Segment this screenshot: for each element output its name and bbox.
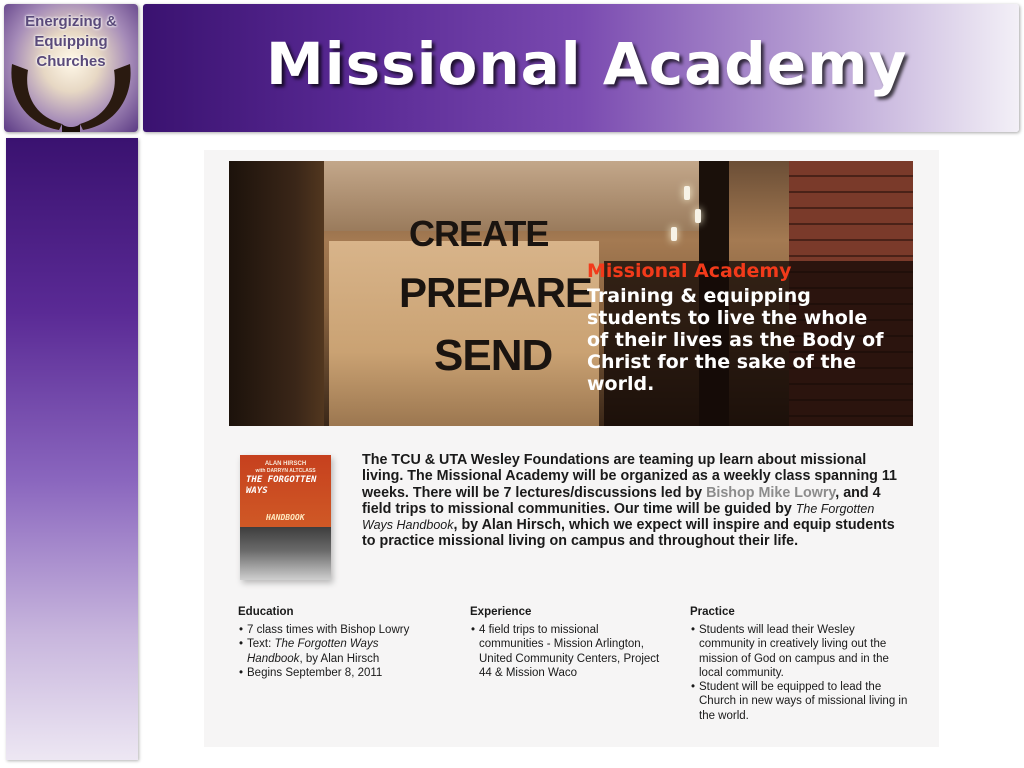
book-title: THE FORGOTTEN WAYS (246, 475, 317, 496)
desc-book-title: The Forgotten Ways Handbook (362, 501, 875, 533)
logo-line-3: Churches (36, 53, 106, 70)
education-heading: Education (238, 606, 294, 618)
description-paragraph (362, 452, 907, 550)
list-item (238, 666, 433, 680)
desc-text-2: , and 4 field trips to missional communities. Our time will be guided by (362, 484, 881, 517)
sign-word-create: CREATE (409, 213, 549, 254)
ceiling-lamp (671, 227, 677, 241)
list-item (238, 637, 433, 666)
list-item-text: Students will lead their Wesley community in creatively living out the mission of God on campus and in the local community. (699, 624, 889, 679)
list-item (690, 680, 908, 723)
education-column (238, 606, 433, 680)
list-item (470, 623, 665, 680)
list-item (238, 623, 433, 637)
desc-text-1: The TCU & UTA Wesley Foundations are teaming up learn about missional living. The Missional Academy will be organized as a weekly class spanning 11 weeks. There will be 7 lectures/discussions led by (362, 452, 898, 501)
book-author (240, 461, 331, 475)
ceiling-lamp (684, 186, 690, 200)
experience-heading: Experience (470, 606, 532, 618)
book-art (240, 527, 331, 580)
list-item-text: , by Alan Hirsch (299, 652, 380, 665)
book-coauthor-name: with DARRYN ALTCLASS (255, 468, 316, 474)
photo-door-frame-left (229, 161, 324, 426)
sign-word-send: SEND (434, 331, 553, 380)
flyer (204, 150, 939, 747)
book-author-name: ALAN HIRSCH (264, 461, 307, 467)
list-item-text: 7 class times with Bishop Lowry (247, 624, 410, 636)
sign-word-prepare: PREPARE (399, 269, 592, 316)
list-item-text: Begins September 8, 2011 (247, 666, 383, 679)
ceiling-lamp (695, 209, 701, 223)
experience-list (470, 623, 665, 680)
list-item-text: 4 field trips to missional communities - Mission Arlington, United Community Centers, Project 44 & Mission Waco (479, 624, 660, 679)
list-item-book-title: The Forgotten Ways Handbook (247, 638, 379, 665)
desc-highlight-name: Bishop Mike Lowry (706, 484, 836, 501)
cupped-hands-icon (4, 64, 138, 132)
side-bar (6, 138, 138, 760)
logo-line-2: Equipping (34, 33, 108, 50)
education-list (238, 623, 433, 680)
photo-heading: Missional Academy (587, 260, 792, 282)
experience-column (470, 606, 665, 680)
logo (4, 4, 138, 132)
page-title: Missional Academy (266, 30, 908, 98)
list-item-text: Text: (247, 638, 275, 651)
list-item (690, 623, 908, 680)
book-cover (240, 455, 331, 580)
list-item-text: Student will be equipped to lead the Church in new ways of missional living in the world. (699, 681, 908, 722)
book-subtitle: HANDBOOK (266, 513, 305, 522)
desc-text-3: , by Alan Hirsch, which we expect will inspire and equip students to practice missional living on campus and throughout their life. (362, 517, 895, 550)
practice-heading: Practice (690, 606, 735, 618)
logo-text (4, 12, 138, 72)
photo-tagline: Training & equipping students to live the whole of their lives as the Body of Christ for the sake of the world. (587, 285, 884, 395)
practice-list (690, 623, 908, 723)
logo-line-1: Energizing & (25, 13, 117, 30)
practice-column (690, 606, 908, 723)
